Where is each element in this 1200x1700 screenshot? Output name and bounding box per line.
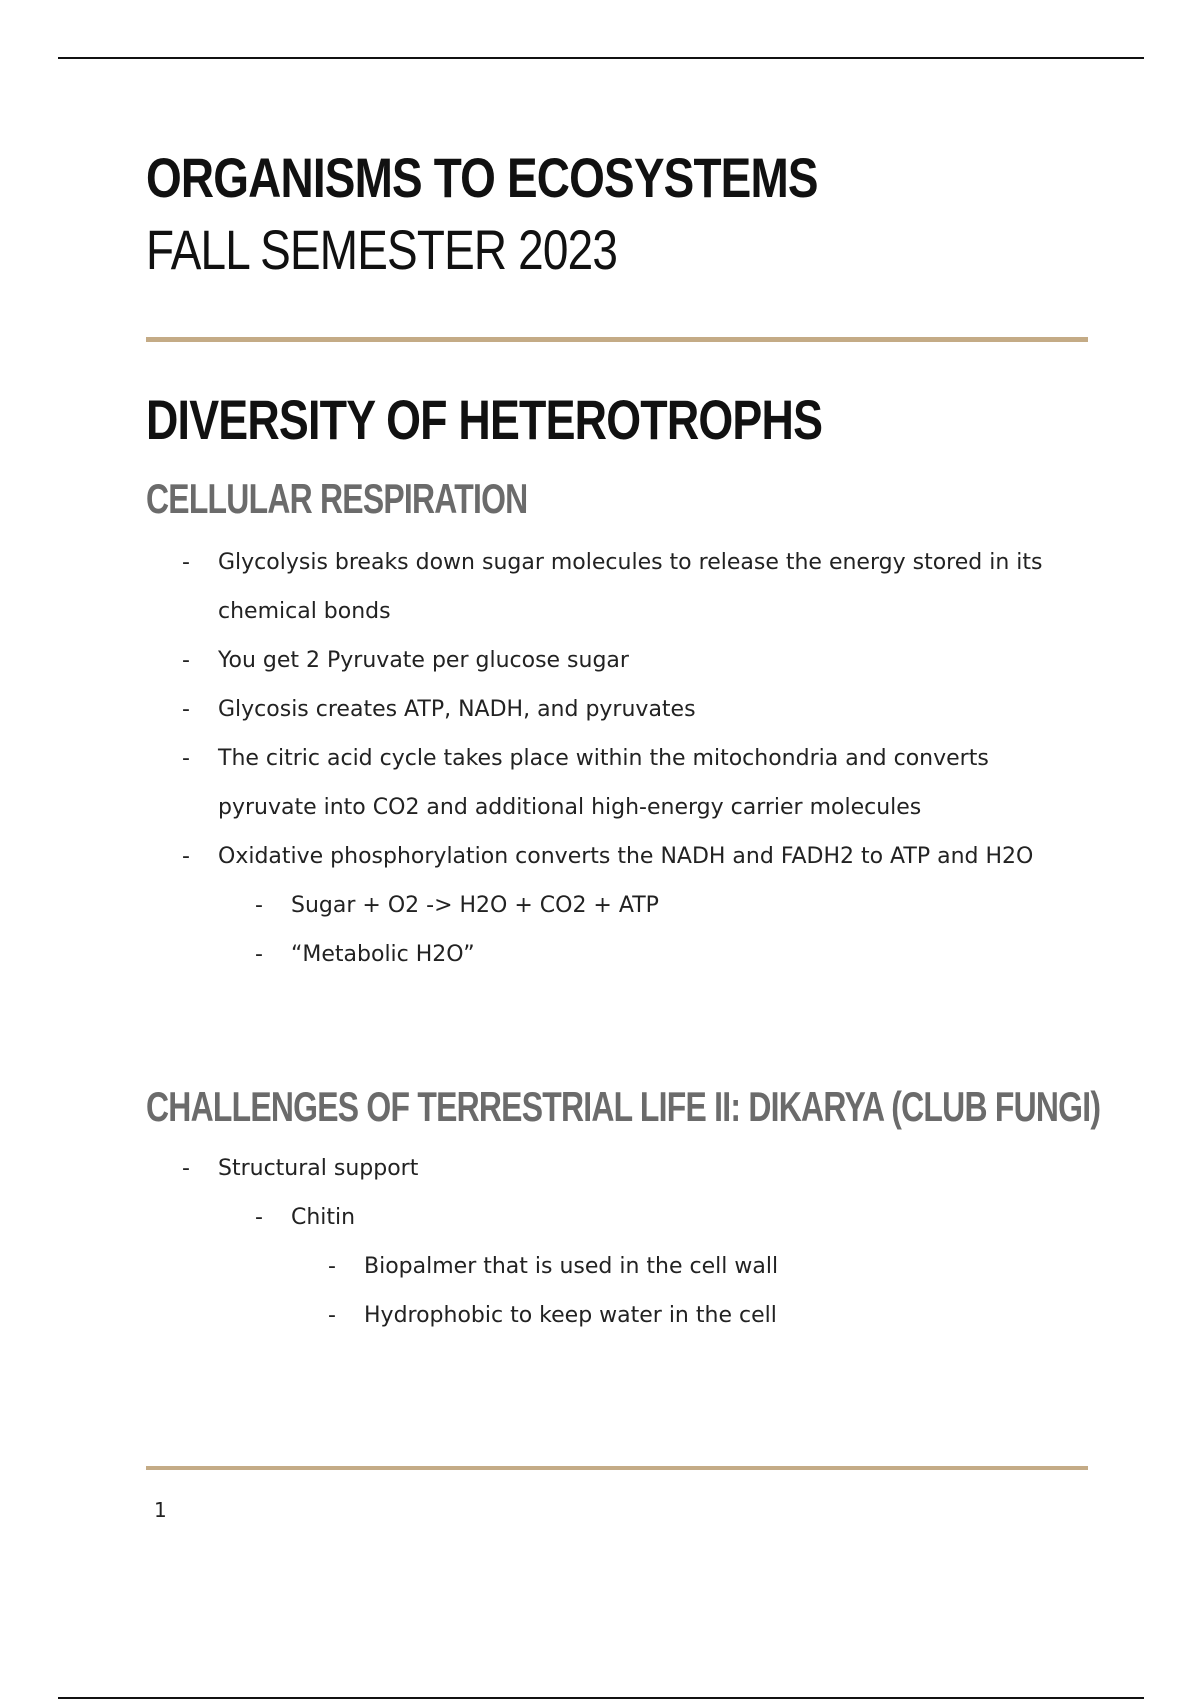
list-item-text: Glycolysis breaks down sugar molecules to release the energy stored in its chemical bonds [218,550,1043,624]
list-item-text: Glycosis creates ATP, NADH, and pyruvates [218,697,696,722]
list-item [0,881,1200,930]
bullet-dash: - [182,648,190,673]
bullet-dash: - [328,1254,336,1279]
bullet-dash: - [182,697,190,722]
list-item [0,1193,1200,1242]
document-subtitle: FALL SEMESTER 2023 [146,218,618,281]
bullet-dash: - [255,942,263,967]
list-item [0,1242,1200,1291]
bullet-dash: - [182,550,190,575]
title-divider [146,337,1088,342]
list-item-text: Structural support [218,1156,419,1181]
list-item-text: The citric acid cycle takes place within the mitochondria and converts pyruvate into CO2 and additional high-energy carrier molecules [218,746,989,820]
list-item-text: Oxidative phosphorylation converts the NADH and FADH2 to ATP and H2O [218,844,1034,869]
list-item [0,1291,1200,1340]
list-item-text: Sugar + O2 -> H2O + CO2 + ATP [291,893,659,918]
list-item [0,538,1200,636]
list-item-text: Biopalmer that is used in the cell wall [364,1254,779,1279]
list-item-text: Chitin [291,1205,356,1230]
bullet-dash: - [255,1205,263,1230]
list-item-text: “Metabolic H2O” [291,942,475,967]
list-item [0,685,1200,734]
page-bottom-border [58,1697,1144,1699]
list-item [0,734,1200,832]
list-item-text: Hydrophobic to keep water in the cell [364,1303,777,1328]
document-title: ORGANISMS TO ECOSYSTEMS [146,146,818,209]
subheading-terrestrial-life: CHALLENGES OF TERRESTRIAL LIFE II: DIKARYA (CLUB FUNGI) [146,1083,1101,1130]
footer-divider [146,1466,1088,1470]
list-item [0,636,1200,685]
bullet-dash: - [255,893,263,918]
section-heading: DIVERSITY OF HETEROTROPHS [146,388,823,451]
page-top-border [58,57,1144,59]
cellular-respiration-list [0,538,1200,979]
list-item [0,930,1200,979]
bullet-dash: - [328,1303,336,1328]
page-number: 1 [154,1498,167,1522]
list-item-text: You get 2 Pyruvate per glucose sugar [218,648,629,673]
bullet-dash: - [182,746,190,771]
subheading-cellular-respiration: CELLULAR RESPIRATION [146,475,528,522]
terrestrial-life-list [0,1144,1200,1340]
bullet-dash: - [182,844,190,869]
list-item [0,832,1200,881]
list-item [0,1144,1200,1193]
bullet-dash: - [182,1156,190,1181]
